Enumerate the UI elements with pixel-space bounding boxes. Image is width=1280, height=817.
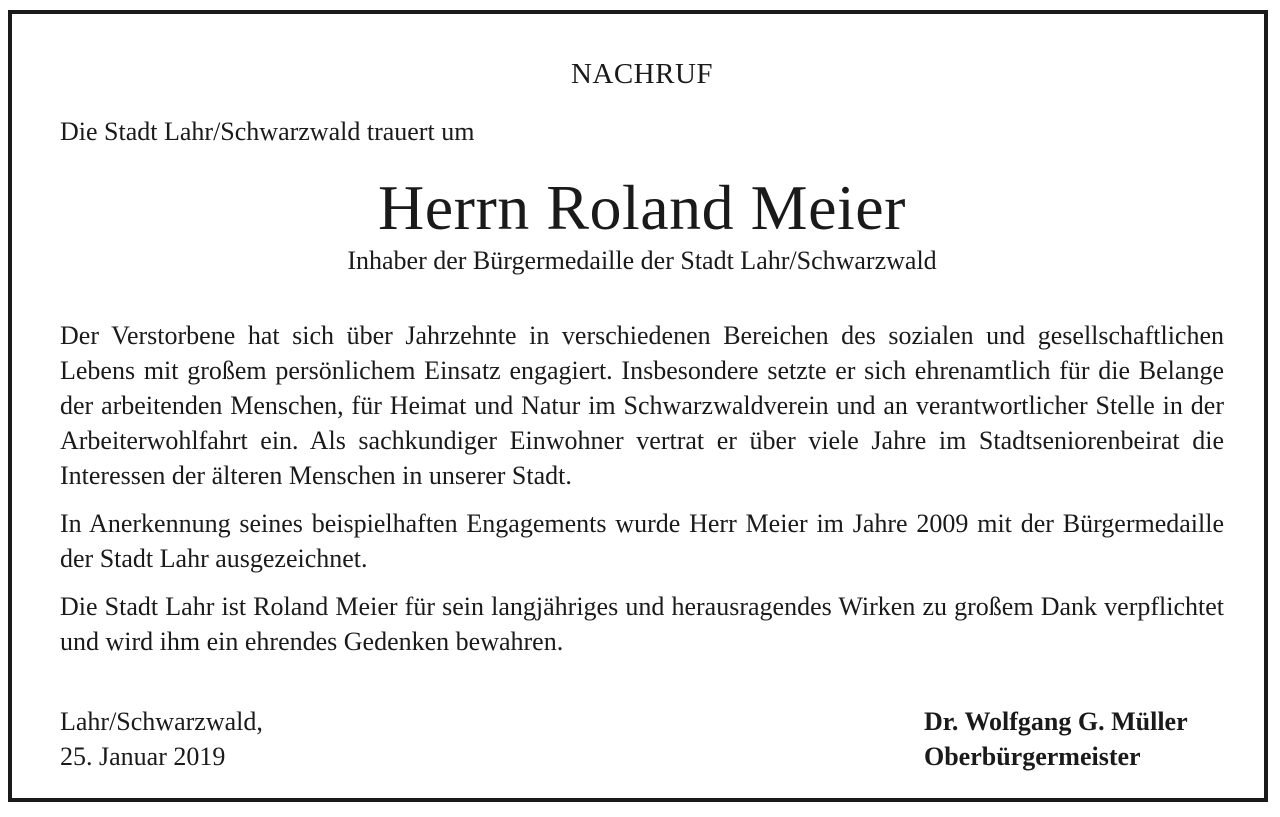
obituary-notice [8,10,1268,802]
place-and-date [60,704,263,774]
body-paragraph: Der Verstorbene hat sich über Jahrzehnte in verschiedenen Bereichen des sozialen und gesellschaftlichen Lebens mit großem persönlichem Einsatz engagiert. Insbesondere setzte er sich ehrenamtlich für die Belange der arbeitenden Menschen, für Heimat und Natur im Schwarzwaldverein und an verantwortlicher Stelle in der Arbeiterwohlfahrt ein. Als sachkundiger Einwohner vertrat er über viele Jahre im Stadtseniorenbeirat die Interessen der älteren Menschen in unserer Stadt. [60,321,1224,490]
place: Lahr/Schwarzwald, [60,707,263,736]
deceased-name: Herrn Roland Meier [378,172,906,243]
notice-content [60,14,1224,798]
body-paragraph: In Anerkennung seines beispielhaften Engagements wurde Herr Meier im Jahre 2009 mit der Bürgermedaille der Stadt Lahr ausgezeichnet. [60,509,1224,573]
notice-body [60,318,1224,672]
date: 25. Januar 2019 [60,742,226,771]
notice-heading: NACHRUF [570,58,714,90]
signature-block [924,704,1188,774]
signatory-name: Dr. Wolfgang G. Müller [924,707,1188,736]
body-paragraph: Die Stadt Lahr ist Roland Meier für sein langjähriges und herausragendes Wirken zu großem Dank verpflichtet und wird ihm ein ehrendes Gedenken bewahren. [60,592,1224,656]
notice-intro: Die Stadt Lahr/Schwarzwald trauert um [60,117,475,146]
signatory-title: Oberbürgermeister [924,742,1141,771]
deceased-honor: Inhaber der Bürgermedaille der Stadt Lahr/Schwarzwald [347,246,937,275]
